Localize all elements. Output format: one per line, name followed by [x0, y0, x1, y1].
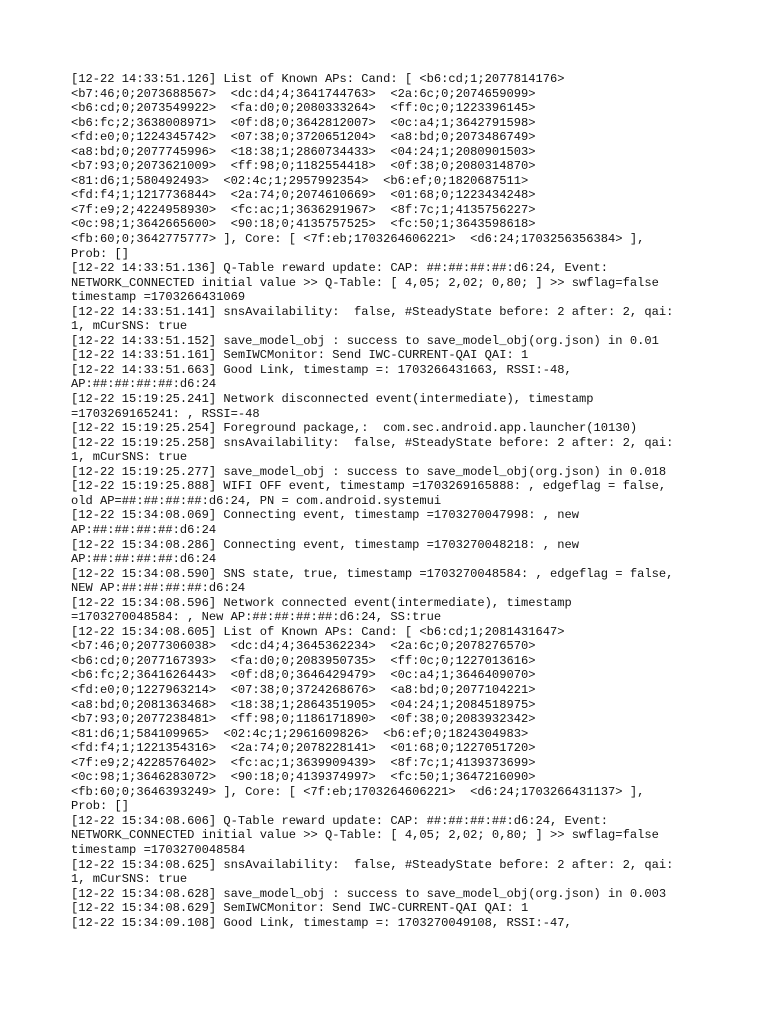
log-line: <fd:e0;0;1227963214> <07:38;0;3724268676> <a8:bd;0;2077104221> — [71, 682, 536, 697]
log-line: [12-22 15:34:08.605] List of Known APs: Cand: [ <b6:cd;1;2081431647> — [71, 624, 565, 639]
log-line: [12-22 15:34:08.628] save_model_obj : success to save_model_obj(org.json) in 0.003 — [71, 886, 667, 901]
log-line: AP:##:##:##:##:d6:24 — [71, 377, 217, 392]
log-line: [12-22 14:33:51.152] save_model_obj : success to save_model_obj(org.json) in 0.01 — [71, 333, 659, 348]
log-line: =1703270048584: , New AP:##:##:##:##:d6:24, SS:true — [71, 610, 442, 625]
log-line: [12-22 15:19:25.258] snsAvailability: false, #SteadyState before: 2 after: 2, qai: — [71, 435, 674, 450]
log-line: <fd:e0;0;1224345742> <07:38;0;3720651204> <a8:bd;0;2073486749> — [71, 130, 536, 145]
log-line: [12-22 15:19:25.277] save_model_obj : success to save_model_obj(org.json) in 0.018 — [71, 464, 667, 479]
log-line: [12-22 15:19:25.888] WIFI OFF event, timestamp =1703269165888: , edgeflag = false, — [71, 479, 667, 494]
log-line: <0c:98;1;3642665600> <90:18;0;4135757525> <fc:50;1;3643598618> — [71, 217, 536, 232]
log-line: <b7:93;0;2073621009> <ff:98;0;1182554418> <0f:38;0;2080314870> — [71, 159, 536, 174]
log-line: AP:##:##:##:##:d6:24 — [71, 552, 217, 567]
log-line: <fd:f4;1;1221354316> <2a:74;0;2078228141> <01:68;0;1227051720> — [71, 741, 536, 756]
log-line: <b7:46;0;2073688567> <dc:d4;4;3641744763> <2a:6c;0;2074659099> — [71, 86, 536, 101]
log-line: =1703269165241: , RSSI=-48 — [71, 406, 260, 421]
log-line: [12-22 14:33:51.161] SemIWCMonitor: Send IWC-CURRENT-QAI QAI: 1 — [71, 348, 529, 363]
log-line: <0c:98;1;3646283072> <90:18;0;4139374997> <fc:50;1;3647216090> — [71, 770, 536, 785]
log-line: AP:##:##:##:##:d6:24 — [71, 522, 217, 537]
log-line: NETWORK_CONNECTED initial value >> Q-Table: [ 4,05; 2,02; 0,80; ] >> swflag=false — [71, 828, 659, 843]
log-line: <b6:fc;2;3638008971> <0f:d8;0;3642812007> <0c:a4;1;3642791598> — [71, 115, 536, 130]
log-line: [12-22 14:33:51.126] List of Known APs: Cand: [ <b6:cd;1;2077814176> — [71, 72, 565, 86]
log-line: 1, mCurSNS: true — [71, 450, 188, 465]
log-line: <a8:bd;0;2081363468> <18:38;1;2864351905> <04:24;1;2084518975> — [71, 697, 536, 712]
log-line: [12-22 15:19:25.254] Foreground package,: com.sec.android.app.launcher(10130) — [71, 421, 638, 436]
log-line: <81:d6;1;580492493> <02:4c;1;2957992354> <b6:ef;0;1820687511> — [71, 173, 529, 188]
log-line: NETWORK_CONNECTED initial value >> Q-Table: [ 4,05; 2,02; 0,80; ] >> swflag=false — [71, 275, 659, 290]
log-line: [12-22 15:34:08.069] Connecting event, timestamp =1703270047998: , new — [71, 508, 580, 523]
log-document — [71, 72, 701, 930]
log-line: [12-22 15:34:08.629] SemIWCMonitor: Send IWC-CURRENT-QAI QAI: 1 — [71, 901, 529, 916]
log-line: [12-22 15:34:08.606] Q-Table reward update: CAP: ##:##:##:##:d6:24, Event: — [71, 813, 609, 828]
log-line: <a8:bd;0;2077745996> <18:38;1;2860734433> <04:24;1;2080901503> — [71, 144, 536, 159]
log-line: <b6:cd;0;2073549922> <fa:d0;0;2080333264> <ff:0c;0;1223396145> — [71, 101, 536, 116]
log-line: <b7:46;0;2077306038> <dc:d4;4;3645362234> <2a:6c;0;2078276570> — [71, 639, 536, 654]
log-line: timestamp =1703266431069 — [71, 290, 246, 305]
log-line: [12-22 14:33:51.663] Good Link, timestamp =: 1703266431663, RSSI:-48, — [71, 362, 572, 377]
log-line: NEW AP:##:##:##:##:d6:24 — [71, 581, 246, 596]
log-line: <b6:cd;0;2077167393> <fa:d0;0;2083950735> <ff:0c;0;1227013616> — [71, 653, 536, 668]
log-line: <7f:e9;2;4228576402> <fc:ac;1;3639909439> <8f:7c;1;4139373699> — [71, 755, 536, 770]
log-line: 1, mCurSNS: true — [71, 872, 188, 887]
log-line: [12-22 15:34:08.286] Connecting event, timestamp =1703270048218: , new — [71, 537, 580, 552]
log-line: [12-22 15:34:08.596] Network connected event(intermediate), timestamp — [71, 595, 572, 610]
log-line: <fd:f4;1;1217736844> <2a:74;0;2074610669> <01:68;0;1223434248> — [71, 188, 536, 203]
log-line: <fb:60;0;3646393249> ], Core: [ <7f:eb;1703264606221> <d6:24;1703266431137> ], — [71, 784, 645, 799]
log-line: <b6:fc;2;3641626443> <0f:d8;0;3646429479> <0c:a4;1;3646409070> — [71, 668, 536, 683]
log-line: [12-22 15:34:09.108] Good Link, timestamp =: 1703270049108, RSSI:-47, — [71, 915, 572, 930]
log-line: [12-22 15:19:25.241] Network disconnected event(intermediate), timestamp — [71, 392, 594, 407]
log-line: [12-22 15:34:08.625] snsAvailability: false, #SteadyState before: 2 after: 2, qai: — [71, 857, 674, 872]
log-line: Prob: [] — [71, 799, 130, 814]
log-line: old AP=##:##:##:##:d6:24, PN = com.android.systemui — [71, 493, 442, 508]
log-line: timestamp =1703270048584 — [71, 842, 246, 857]
log-line: 1, mCurSNS: true — [71, 319, 188, 334]
log-line: Prob: [] — [71, 246, 130, 261]
log-line: [12-22 14:33:51.141] snsAvailability: false, #SteadyState before: 2 after: 2, qai: — [71, 304, 674, 319]
log-line: [12-22 15:34:08.590] SNS state, true, timestamp =1703270048584: , edgeflag = false, — [71, 566, 674, 581]
log-line: <81:d6;1;584109965> <02:4c;1;2961609826> <b6:ef;0;1824304983> — [71, 726, 529, 741]
log-line: <fb:60;0;3642775777> ], Core: [ <7f:eb;1703264606221> <d6:24;1703256356384> ], — [71, 232, 645, 247]
log-line: <7f:e9;2;4224958930> <fc:ac;1;3636291967> <8f:7c;1;4135756227> — [71, 202, 536, 217]
log-line: <b7:93;0;2077238481> <ff:98;0;1186171890> <0f:38;0;2083932342> — [71, 712, 536, 727]
log-line: [12-22 14:33:51.136] Q-Table reward update: CAP: ##:##:##:##:d6:24, Event: — [71, 261, 609, 276]
